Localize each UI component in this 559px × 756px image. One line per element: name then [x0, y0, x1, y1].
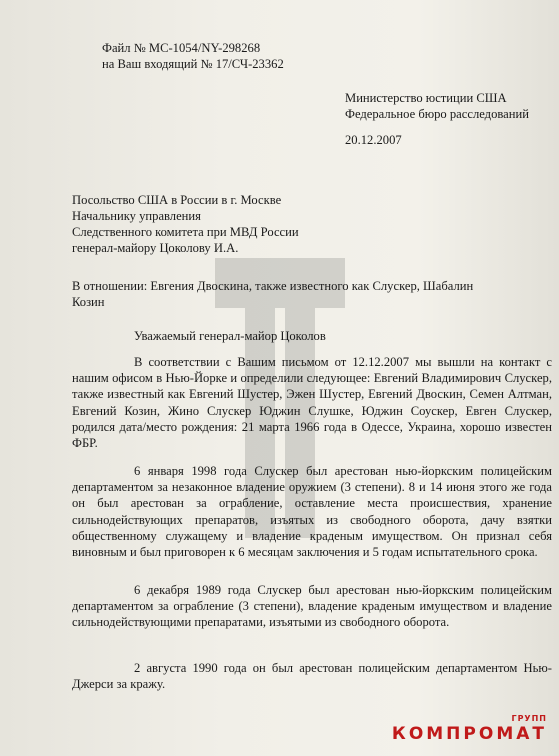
brand-name: КОМПРОМАТ [391, 724, 547, 744]
paragraph-4: 2 августа 1990 года он был арестован полицейским департаментом Нью-Джерси за кражу. [72, 661, 552, 692]
subject-line-2: Козин [72, 295, 105, 309]
letter-date: 20.12.2007 [345, 133, 402, 147]
addressee-line-3: Следственного комитета при МВД России [72, 225, 299, 239]
incoming-number: на Ваш входящий № 17/СЧ-23362 [102, 57, 284, 71]
brand-watermark [391, 714, 547, 744]
addressee-line-2: Начальнику управления [72, 209, 201, 223]
salutation: Уважаемый генерал-майор Цоколов [134, 329, 326, 343]
subject-line-1: В отношении: Евгения Двоскина, также известного как Слускер, Шабалин [72, 279, 474, 293]
sender-bureau: Федеральное бюро расследований [345, 107, 529, 121]
paragraph-3: 6 декабря 1989 года Слускер был арестован нью-йоркским полицейским департаментом за ограбление (3 степени), владение краденым имуществом и владение сильнодействующими препаратами, изъятыми из свободного оборота. [72, 583, 552, 630]
paragraph-1: В соответствии с Вашим письмом от 12.12.2007 мы вышли на контакт с нашим офисом в Нью-Йорке и определили следующее: Евгений Владимирович Слускер, также известный как Евгений Шустер, Эжен Шустер, Евгений Двоскин, Семен Алтман, Евгений Козин, Жино Слускер Юджин Слушке, Юджин Соускер, Евген Слускер, родился дата/место рождения: 21 марта 1966 года в Одессе, Украина, хорошо известен ФБР. [72, 355, 552, 451]
addressee-line-4: генерал-майору Цоколову И.А. [72, 241, 239, 255]
file-number: Файл № МС-1054/NY-298268 [102, 41, 261, 55]
brand-group-label: ГРУПП [511, 714, 547, 723]
sender-ministry: Министерство юстиции США [345, 91, 507, 105]
paragraph-2: 6 января 1998 года Слускер был арестован нью-йоркским полицейским департаментом за незаконное владение оружием (3 степени). 8 и 14 июня этого же года он был арестован за ограбление, оставление места происшествия, хранение сильнодействующих препаратов, изъятых из свободного оборота, дачу взятки общественному служащему и владение краденым имуществом. Он признал себя виновным и был приговорен к 6 месяцам заключения и 5 годам испытательного срока. [72, 464, 552, 560]
addressee-line-1: Посольство США в России в г. Москве [72, 193, 282, 207]
